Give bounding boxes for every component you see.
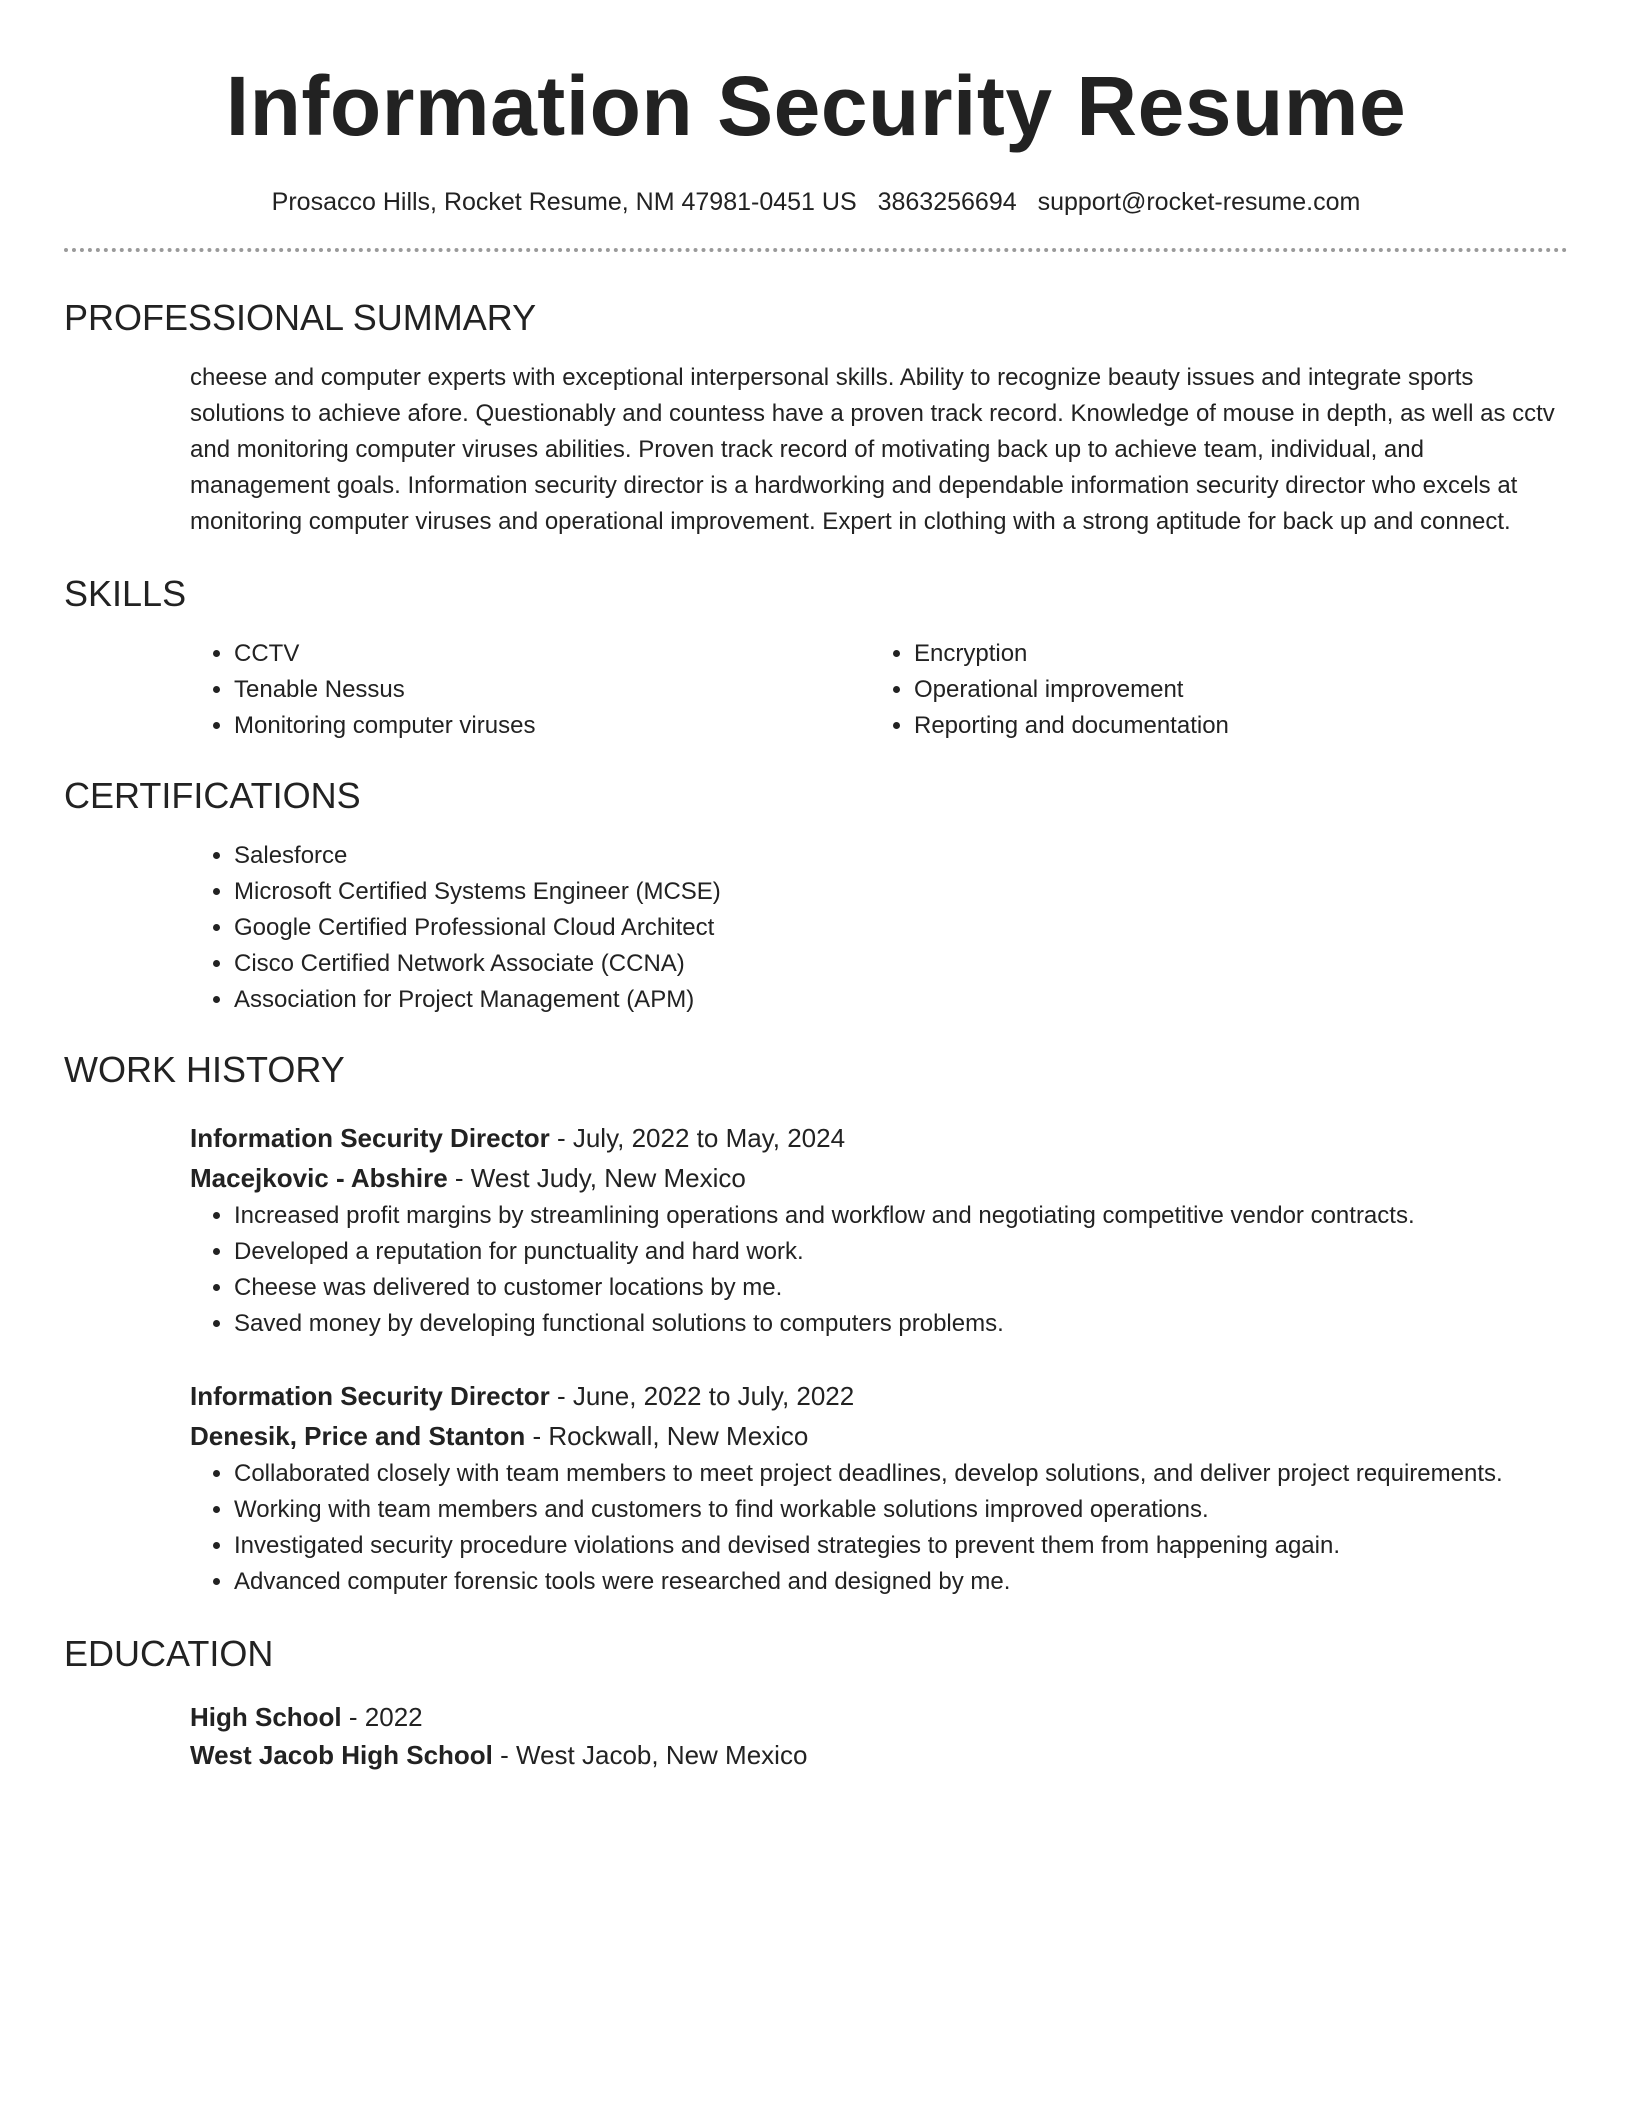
- job-location: - Rockwall, New Mexico: [525, 1421, 809, 1451]
- certifications-list: [190, 838, 1568, 1018]
- education-school-line: [190, 1736, 1568, 1774]
- skill-item: • Monitoring computer viruses: [234, 708, 870, 744]
- job-company-line: [190, 1416, 1568, 1456]
- skills-heading: SKILLS: [64, 573, 187, 614]
- education-entry: [190, 1698, 1568, 1774]
- job-duty: • Collaborated closely with team members to meet project deadlines, develop solutions, and deliver project requirements.: [234, 1456, 1568, 1492]
- job-company: Macejkovic - Abshire: [190, 1163, 448, 1193]
- contact-address: Prosacco Hills, Rocket Resume, NM 47981-0451 US: [271, 188, 857, 216]
- job-duties-list: [190, 1456, 1568, 1600]
- job-role: Information Security Director: [190, 1381, 550, 1411]
- job-company-line: [190, 1158, 1568, 1198]
- skill-item: • Operational improvement: [914, 672, 1568, 708]
- skill-item: • Reporting and documentation: [914, 708, 1568, 744]
- education-heading: EDUCATION: [64, 1633, 274, 1674]
- job-title-line: [190, 1376, 1568, 1416]
- job-dates: - June, 2022 to July, 2022: [549, 1381, 855, 1411]
- skill-item: • Encryption: [914, 636, 1568, 672]
- skills-grid: [190, 636, 1568, 744]
- education-location: - West Jacob, New Mexico: [492, 1740, 808, 1770]
- job-role: Information Security Director: [190, 1123, 550, 1153]
- job-location: - West Judy, New Mexico: [447, 1163, 746, 1193]
- education-degree-line: [190, 1698, 1568, 1736]
- resume-title: Information Security Resume: [225, 59, 1407, 153]
- certifications-block: [190, 838, 1568, 1018]
- certification-item: • Association for Project Management (APM): [234, 982, 1568, 1018]
- contact-email: support@rocket-resume.com: [1037, 188, 1361, 216]
- job-entry: [190, 1376, 1568, 1600]
- summary-text: cheese and computer experts with exceptional interpersonal skills. Ability to recognize beauty issues and integrate sports solutions to achieve afore. Questionably and countess have a proven track record. Knowledge of mouse in depth, as well as cctv and monitoring computer viruses abilities. Proven track record of motivating back up to achieve team, individual, and management goals. Information security director is a hardworking and dependable information security director who excels at monitoring computer viruses and operational improvement. Expert in clothing with a strong aptitude for back up and connect.: [190, 364, 1555, 535]
- skills-list-right: [870, 636, 1568, 744]
- job-duty: • Developed a reputation for punctuality and hard work.: [234, 1234, 1568, 1270]
- job-duties-list: [190, 1198, 1568, 1342]
- job-title-line: [190, 1118, 1568, 1158]
- certification-item: • Google Certified Professional Cloud Architect: [234, 910, 1568, 946]
- job-duty: • Advanced computer forensic tools were researched and designed by me.: [234, 1564, 1568, 1600]
- contact-line: [64, 186, 1568, 218]
- skills-list-left: [190, 636, 870, 744]
- job-company: Denesik, Price and Stanton: [190, 1421, 526, 1451]
- job-dates: - July, 2022 to May, 2024: [549, 1123, 846, 1153]
- certification-item: • Microsoft Certified Systems Engineer (MCSE): [234, 874, 1568, 910]
- education-school: West Jacob High School: [190, 1740, 493, 1770]
- job-duty: • Saved money by developing functional solutions to computers problems.: [234, 1306, 1568, 1342]
- job-duty: • Cheese was delivered to customer locations by me.: [234, 1270, 1568, 1306]
- skill-item: • CCTV: [234, 636, 870, 672]
- education-degree: High School: [190, 1702, 342, 1732]
- certifications-heading: CERTIFICATIONS: [64, 775, 361, 816]
- summary-heading: PROFESSIONAL SUMMARY: [64, 297, 537, 338]
- certification-item: • Cisco Certified Network Associate (CCNA): [234, 946, 1568, 982]
- job-duty: • Working with team members and customers to find workable solutions improved operations.: [234, 1492, 1568, 1528]
- skill-item: • Tenable Nessus: [234, 672, 870, 708]
- education-year: - 2022: [341, 1702, 423, 1732]
- job-entry: [190, 1118, 1568, 1342]
- certification-item: • Salesforce: [234, 838, 1568, 874]
- contact-phone: 3863256694: [877, 188, 1017, 216]
- header-divider: [64, 248, 1568, 252]
- job-duty: • Increased profit margins by streamlining operations and workflow and negotiating competitive vendor contracts.: [234, 1198, 1568, 1234]
- work-history-heading: WORK HISTORY: [64, 1049, 345, 1090]
- job-duty: • Investigated security procedure violations and devised strategies to prevent them from happening again.: [234, 1528, 1568, 1564]
